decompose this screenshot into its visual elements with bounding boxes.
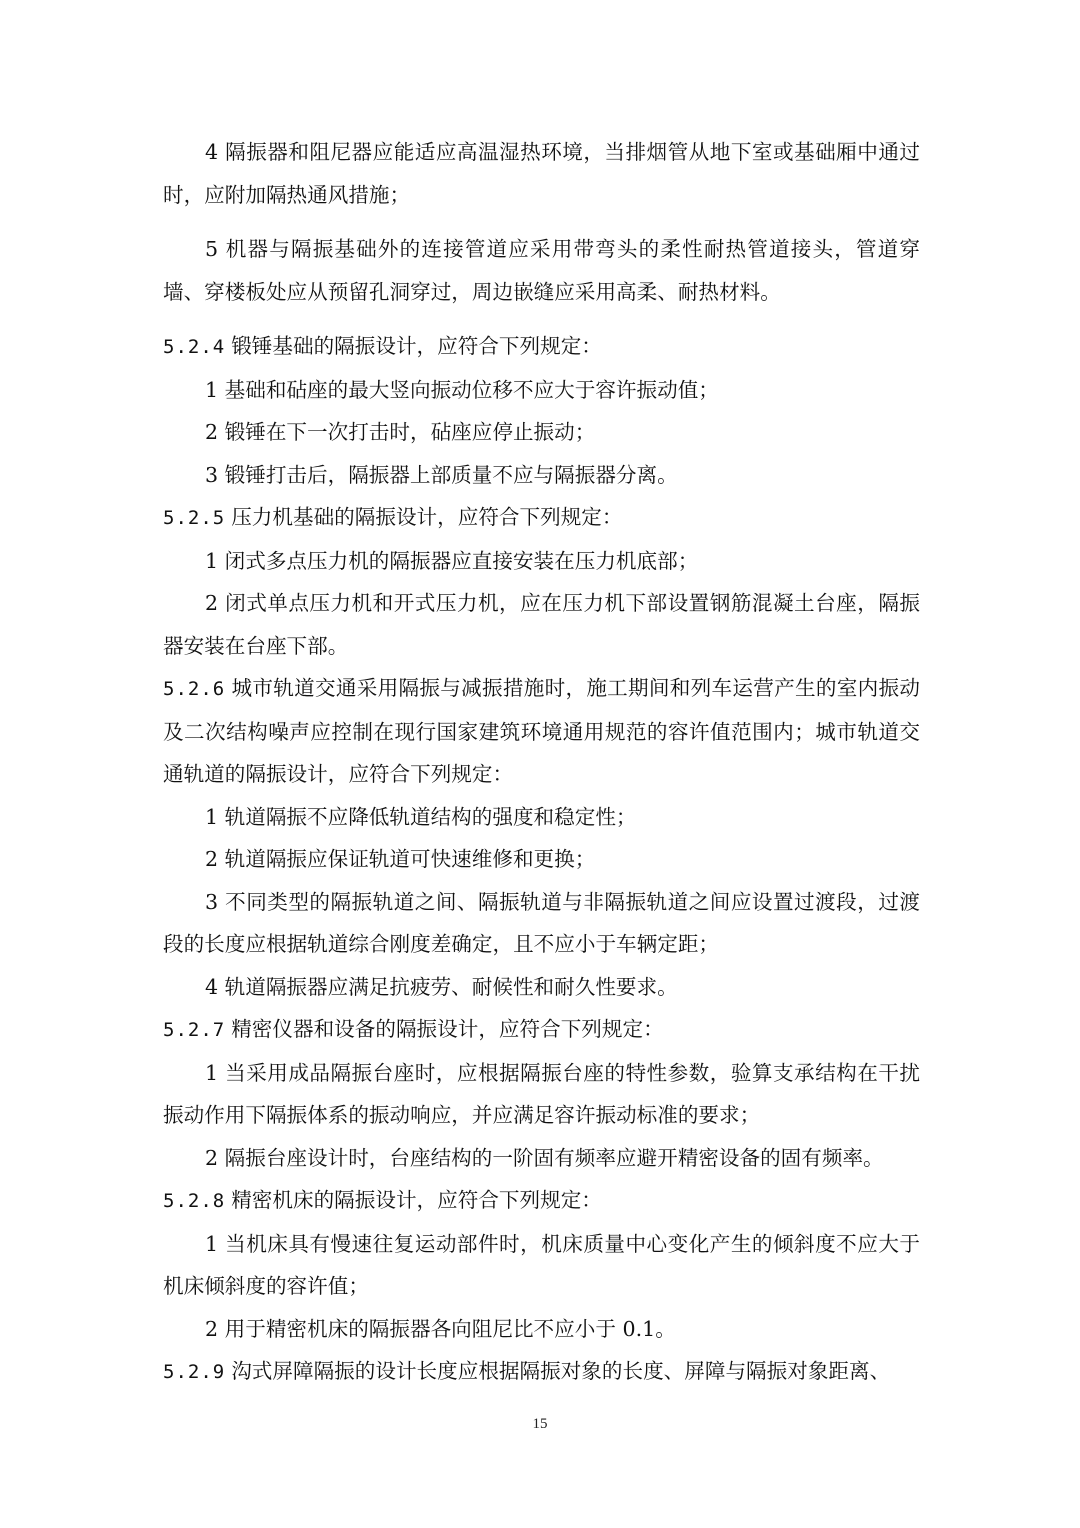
page-body	[163, 131, 920, 1394]
clause-text: 锻锤基础的隔振设计，应符合下列规定：	[231, 334, 602, 358]
list-item: 2 用于精密机床的隔振器各向阻尼比不应小于 0.1。	[205, 1316, 676, 1341]
clause-heading	[163, 325, 920, 369]
list-item: 2 隔振台座设计时，台座结构的一阶固有频率应避开精密设备的固有频率。	[205, 1145, 884, 1170]
list-item: 5 机器与隔振基础外的连接管道应采用带弯头的柔性耐热管道接头，管道穿墙、穿楼板处应从预留孔洞穿过，周边嵌缝应采用高柔、耐热材料。	[163, 237, 920, 304]
clause-text: 精密仪器和设备的隔振设计，应符合下列规定：	[231, 1017, 664, 1041]
clause-heading	[163, 496, 920, 540]
clause-heading	[163, 1179, 920, 1223]
clause-number: 5.2.9	[163, 1361, 226, 1383]
list-item: 1 当采用成品隔振台座时，应根据隔振台座的特性参数，验算支承结构在干扰振动作用下隔振体系的振动响应，并应满足容许振动标准的要求；	[163, 1060, 920, 1127]
list-item: 3 不同类型的隔振轨道之间、隔振轨道与非隔振轨道之间应设置过渡段，过渡段的长度应根据轨道综合刚度差确定，且不应小于车辆定距；	[163, 889, 920, 956]
clause-heading	[163, 1350, 920, 1394]
list-item: 1 轨道隔振不应降低轨道结构的强度和稳定性；	[205, 804, 637, 829]
clause-number: 5.2.6	[163, 678, 226, 700]
page-number: 15	[532, 1416, 548, 1432]
list-item: 1 闭式多点压力机的隔振器应直接安装在压力机底部；	[205, 548, 699, 573]
list-item: 4 轨道隔振器应满足抗疲劳、耐候性和耐久性要求。	[205, 974, 678, 999]
list-item: 4 隔振器和阻尼器应能适应高温湿热环境，当排烟管从地下室或基础厢中通过时，应附加隔热通风措施；	[163, 140, 920, 207]
clause-text: 压力机基础的隔振设计，应符合下列规定：	[231, 505, 623, 529]
clause-heading	[163, 1008, 920, 1052]
clause-text: 城市轨道交通采用隔振与减振措施时，施工期间和列车运营产生的室内振动及二次结构噪声应控制在现行国家建筑环境通用规范的容许值范围内；城市轨道交通轨道的隔振设计，应符合下列规定：	[163, 676, 920, 786]
clause-number: 5.2.4	[163, 336, 226, 358]
clause-number: 5.2.5	[163, 507, 226, 529]
clause-text: 沟式屏障隔振的设计长度应根据隔振对象的长度、屏障与隔振对象距离、	[231, 1359, 891, 1383]
list-item: 1 当机床具有慢速往复运动部件时，机床质量中心变化产生的倾斜度不应大于机床倾斜度的容许值；	[163, 1231, 920, 1298]
list-item: 2 轨道隔振应保证轨道可快速维修和更换；	[205, 847, 596, 871]
list-item: 3 锻锤打击后，隔振器上部质量不应与隔振器分离。	[205, 462, 678, 487]
list-item: 2 锻锤在下一次打击时，砧座应停止振动；	[205, 420, 596, 444]
list-item: 1 基础和砧座的最大竖向振动位移不应大于容许振动值；	[205, 377, 719, 402]
clause-number: 5.2.7	[163, 1019, 226, 1041]
clause-number: 5.2.8	[163, 1190, 226, 1212]
clause-heading	[163, 667, 920, 796]
clause-text: 精密机床的隔振设计，应符合下列规定：	[231, 1188, 602, 1212]
list-item: 2 闭式单点压力机和开式压力机，应在压力机下部设置钢筋混凝土台座，隔振器安装在台座下部。	[163, 591, 920, 658]
